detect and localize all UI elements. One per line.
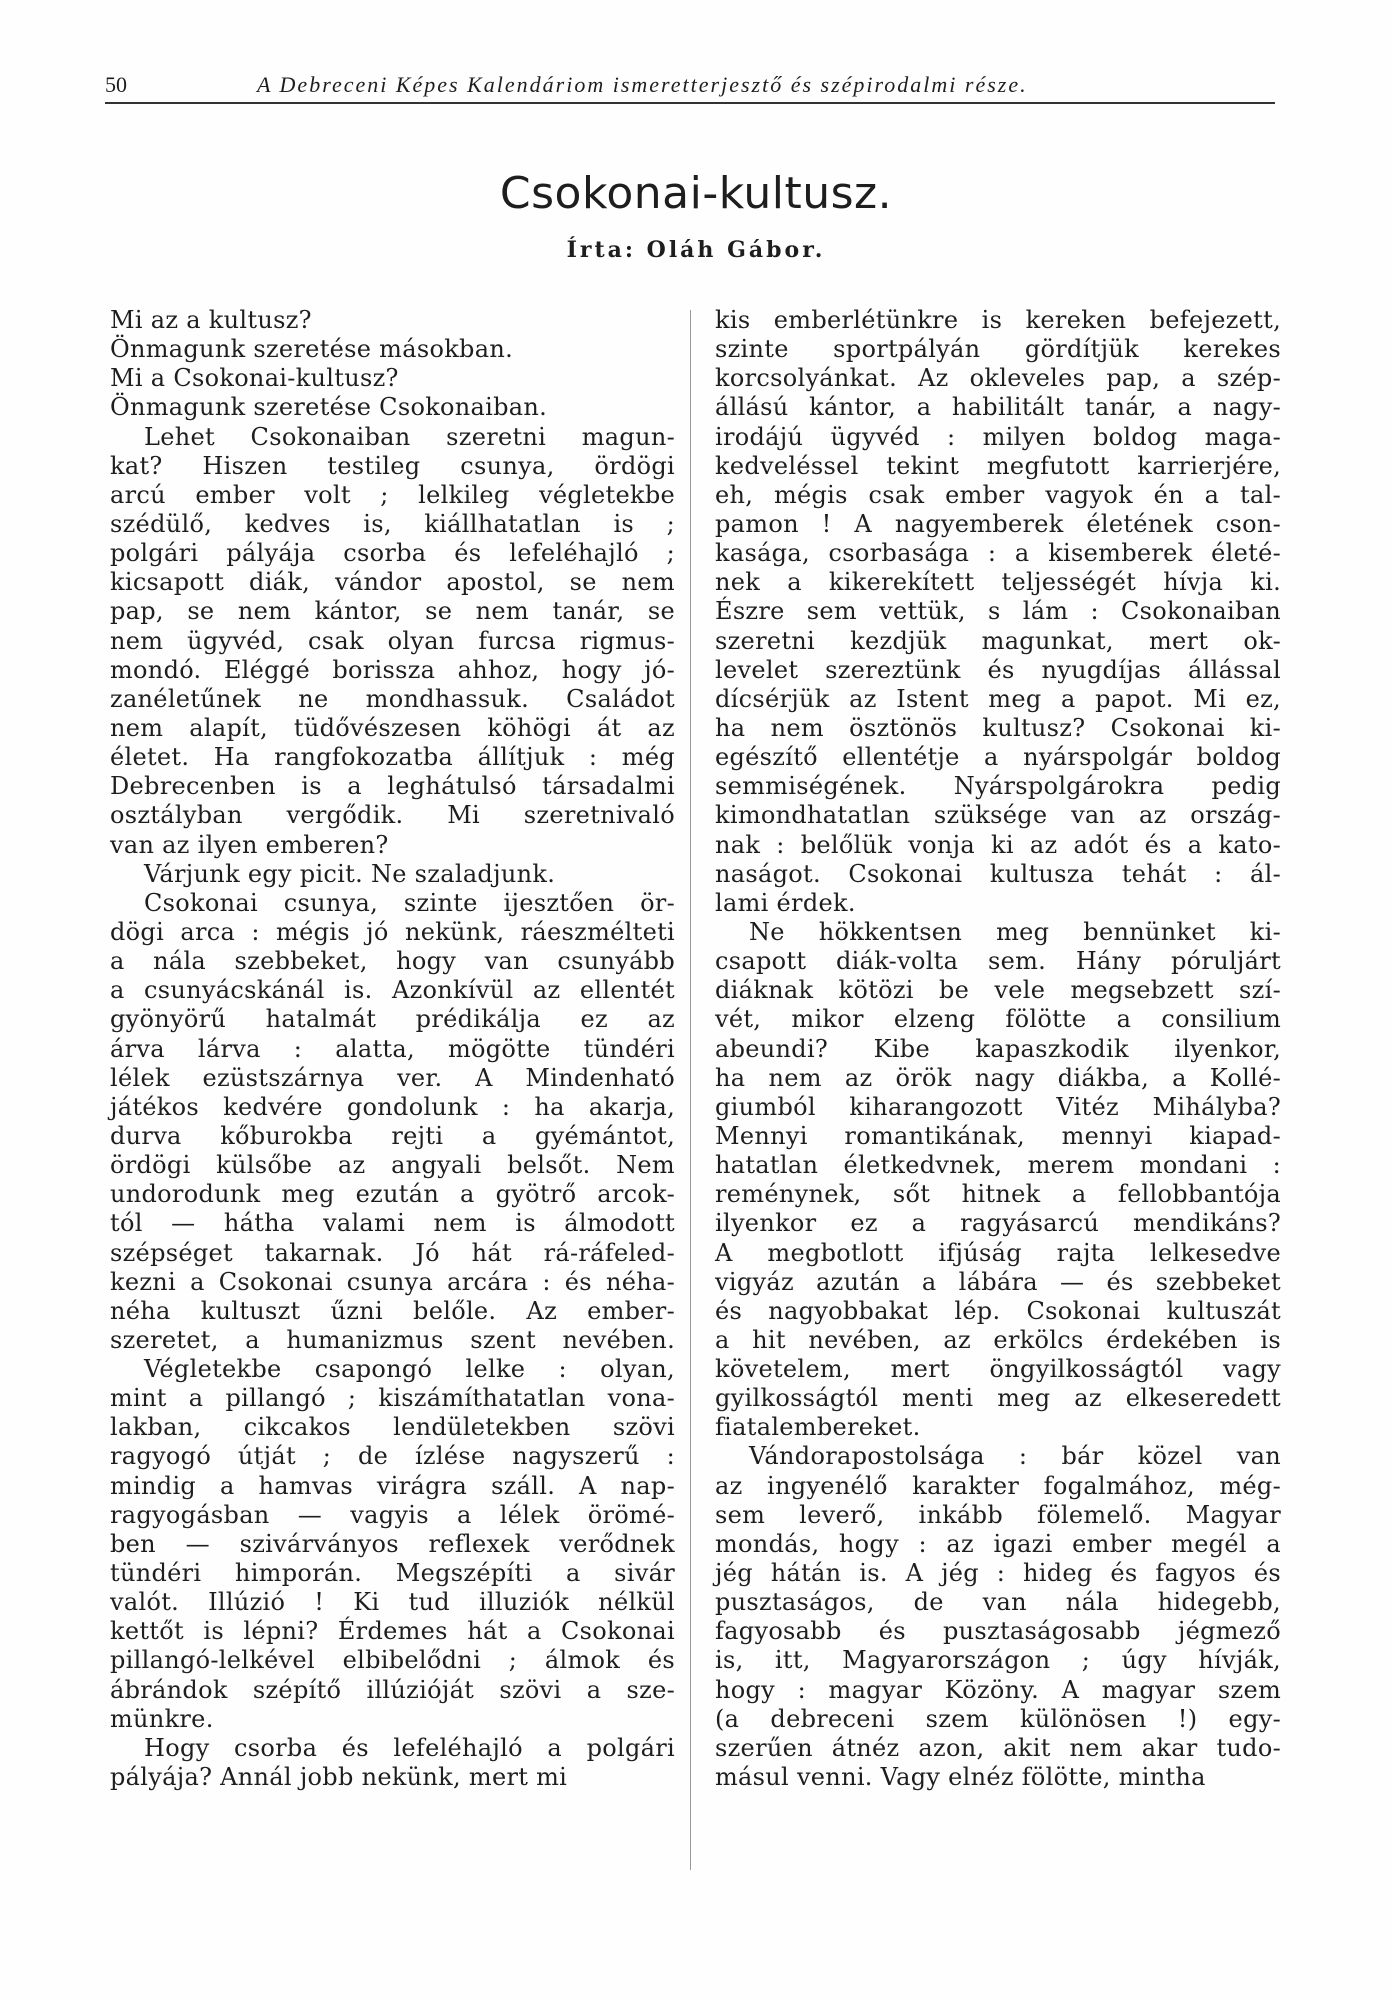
text-line: (a debreceni szem különösen !) egy- — [715, 1704, 1281, 1733]
text-line: pamon ! A nagyemberek életének cson- — [715, 509, 1281, 538]
article-byline: Írta: Oláh Gábor. — [566, 237, 826, 263]
text-line: ördögi külsőbe az angyali belsőt. Nem — [110, 1151, 675, 1180]
text-line: münkre. — [110, 1704, 214, 1733]
text-line: a nála szebbeket, hogy van csunyább — [110, 947, 675, 976]
text-line: kedveléssel tekint megfutott karrierjére, — [715, 451, 1281, 480]
text-line: gyönyörű hatalmát prédikálja ez az — [110, 1005, 675, 1034]
text-line: szépséget takarnak. Jó hát rá-ráfeled- — [110, 1238, 675, 1267]
text-line: lélek ezüstszárnya ver. A Mindenható — [110, 1063, 675, 1092]
text-line: Ne hökkentsen meg bennünket ki- — [749, 917, 1281, 946]
text-line: giumból kiharangozott Vitéz Mihályba? — [715, 1092, 1281, 1121]
text-line: tól — hátha valami nem is álmodott — [110, 1209, 675, 1238]
text-line: szinte sportpályán gördítjük kerekes — [715, 335, 1281, 364]
text-line: lakban, cikcakos lendületekben szövi — [110, 1413, 675, 1442]
text-line: reménynek, sőt hitnek a fellobbantója — [715, 1180, 1281, 1209]
text-line: szerűen átnéz azon, akit nem akar tudo- — [715, 1733, 1281, 1762]
article-title: Csokonai-kultusz. — [499, 168, 893, 219]
text-line: kasága, csorbasága : a kisemberek életé- — [715, 539, 1281, 568]
text-line: kis emberlétünkre is kereken befejezett, — [715, 306, 1281, 334]
text-line: van az ilyen emberen? — [110, 830, 389, 859]
text-line: Csokonai csunya, szinte ijesztően ör- — [144, 888, 675, 917]
text-line: a csunyácskánál is. Azonkívül az ellentét — [110, 976, 675, 1005]
text-line: Mi az a kultusz? — [110, 306, 312, 334]
text-line: pillangó-lelkével elbibelődni ; álmok és — [110, 1646, 675, 1675]
text-line: ragyogó útját ; de ízlése nagyszerű : — [110, 1442, 675, 1471]
text-line: zanéletűnek ne mondhassuk. Családot — [110, 684, 675, 713]
text-line: kat? Hiszen testileg csunya, ördögi — [110, 451, 675, 480]
text-line: fiatalembereket. — [715, 1413, 921, 1442]
text-line: kezni a Csokonai csunya arcára : és néha- — [110, 1267, 675, 1296]
text-line: diáknak kötözi be vele megsebzett szí- — [715, 976, 1281, 1005]
text-line: vigyáz azután a lábára — és szebbeket — [715, 1267, 1281, 1296]
text-line: sem leverő, inkább fölemelő. Magyar — [715, 1500, 1281, 1529]
right-text-column — [715, 306, 1281, 1792]
text-line: hatatlan életkedvnek, merem mondani : — [715, 1151, 1281, 1180]
text-line: durva kőburokba rejti a gyémántot, — [110, 1121, 675, 1150]
text-line: semmiségének. Nyárspolgárokra pedig — [715, 772, 1281, 801]
text-line: abeundi? Kibe kapaszkodik ilyenkor, — [715, 1034, 1281, 1063]
text-line: Önmagunk szeretése másokban. — [110, 335, 514, 364]
text-line: tündéri himporán. Megszépíti a sivár — [110, 1559, 675, 1588]
text-line: valót. Illúzió ! Ki tud illuziók nélkül — [110, 1588, 675, 1617]
text-line: mindig a hamvas virágra száll. A nap- — [110, 1471, 675, 1500]
text-line: kicsapott diák, vándor apostol, se nem — [110, 568, 675, 597]
text-line: nem alapít, tüdővészesen köhögi át az — [110, 713, 675, 742]
text-line: Debrecenben is a leghátulsó társadalmi — [110, 772, 675, 801]
text-line: a hit nevében, az erkölcs érdekében is — [715, 1325, 1281, 1354]
text-line: A megbotlott ifjúság rajta lelkesedve — [715, 1238, 1281, 1267]
text-line: dögi arca : mégis jó nekünk, ráeszmélteti — [110, 917, 675, 946]
page-number: 50 — [105, 72, 127, 97]
text-line: mondó. Eléggé borissza ahhoz, hogy jó- — [110, 655, 675, 684]
text-line: pap, se nem kántor, se nem tanár, se — [110, 597, 675, 626]
text-line: levelet szereztünk és nyugdíjas állással — [715, 655, 1281, 684]
text-line: Mi a Csokonai-kultusz? — [110, 364, 399, 393]
text-line: szeretni kezdjük magunkat, mert ok- — [715, 626, 1281, 655]
running-header — [105, 72, 1275, 104]
text-line: ábrándok szépítő illúzióját szövi a sze- — [110, 1675, 675, 1704]
text-line: irodájú ügyvéd : milyen boldog maga- — [715, 422, 1281, 451]
text-line: gyilkosságtól menti meg az elkeseredett — [715, 1384, 1281, 1413]
text-line: ha nem az örök nagy diákba, a Kollé- — [715, 1063, 1281, 1092]
text-line: korcsolyánkat. Az okleveles pap, a szép- — [715, 364, 1281, 393]
text-line: szeretet, a humanizmus szent nevében. — [110, 1325, 675, 1354]
text-line: Hogy csorba és lefeléhajló a polgári — [144, 1733, 675, 1762]
text-line: pályája? Annál jobb nekünk, mert mi — [110, 1763, 568, 1792]
text-line: játékos kedvére gondolunk : ha akarja, — [110, 1092, 675, 1121]
text-line: osztályban vergődik. Mi szeretnivaló — [110, 801, 675, 830]
column-divider — [690, 310, 691, 1870]
text-line: életet. Ha rangfokozatba állítjuk : még — [110, 743, 675, 772]
text-line: Vándorapostolsága : bár közel van — [749, 1442, 1281, 1471]
text-line: dícsérjük az Istent meg a papot. Mi ez, — [715, 684, 1281, 713]
text-line: is, itt, Magyarországon ; úgy hívják, — [715, 1646, 1281, 1675]
text-line: jég hátán is. A jég : hideg és fagyos és — [715, 1559, 1281, 1588]
text-line: Észre sem vettük, s lám : Csokonaiban — [715, 597, 1281, 626]
text-line: követelem, mert öngyilkosságtól vagy — [715, 1355, 1281, 1384]
text-line: Önmagunk szeretése Csokonaiban. — [110, 393, 548, 422]
text-line: Mennyi romantikának, mennyi kiapad- — [715, 1121, 1281, 1150]
running-title: A Debreceni Képes Kalendáriom ismeretterjesztő és szépirodalmi része. — [257, 72, 1028, 97]
text-line: és nagyobbakat lép. Csokonai kultuszát — [715, 1296, 1281, 1325]
text-line: Várjunk egy picit. Ne szaladjunk. — [144, 859, 556, 888]
text-line: árva lárva : alatta, mögötte tündéri — [110, 1034, 675, 1063]
text-line: nem ügyvéd, csak olyan furcsa rigmus- — [110, 626, 675, 655]
text-line: ha nem ösztönös kultusz? Csokonai ki- — [715, 713, 1281, 742]
text-line: mondás, hogy : az igazi ember megél a — [715, 1529, 1281, 1558]
text-line: polgári pályája csorba és lefeléhajló ; — [110, 539, 675, 568]
text-line: néha kultuszt űzni belőle. Az ember- — [110, 1296, 675, 1325]
text-line: eh, mégis csak ember vagyok én a tal- — [715, 480, 1281, 509]
text-line: nek a kikerekített teljességét hívja ki. — [715, 568, 1281, 597]
text-line: lami érdek. — [715, 888, 856, 917]
text-line: arcú ember volt ; lelkileg végletekbe — [110, 480, 675, 509]
text-line: kettőt is lépni? Érdemes hát a Csokonai — [110, 1617, 675, 1646]
text-line: egészítő ellentétje a nyárspolgár boldog — [715, 743, 1281, 772]
text-line: állású kántor, a habilitált tanár, a nagy- — [715, 393, 1281, 422]
text-line: kimondhatatlan szüksége van az ország- — [715, 801, 1281, 830]
text-line: mint a pillangó ; kiszámíthatatlan vona- — [110, 1384, 675, 1413]
text-line: ilyenkor ez a ragyásarcú mendikáns? — [715, 1209, 1281, 1238]
text-line: pusztaságos, de van nála hidegebb, — [715, 1588, 1281, 1617]
text-line: nak : belőlük vonja ki az adót és a kato- — [715, 830, 1281, 859]
text-line: Lehet Csokonaiban szeretni magun- — [144, 422, 675, 451]
text-line: szédülő, kedves is, kiállhatatlan is ; — [110, 509, 675, 538]
text-line: ragyogásban — vagyis a lélek örömé- — [110, 1500, 675, 1529]
text-line: másul venni. Vagy elnéz fölötte, mintha — [715, 1763, 1206, 1792]
text-line: naságot. Csokonai kultusza tehát : ál- — [715, 859, 1281, 888]
text-line: fagyosabb és pusztaságosabb jégmező — [715, 1617, 1281, 1646]
text-line: Végletekbe csapongó lelke : olyan, — [144, 1355, 675, 1384]
text-line: ben — szivárványos reflexek verődnek — [110, 1529, 675, 1558]
text-line: az ingyenélő karakter fogalmához, még- — [715, 1471, 1281, 1500]
text-line: vét, mikor elzeng fölötte a consilium — [715, 1005, 1281, 1034]
text-line: undorodunk meg ezután a gyötrő arcok- — [110, 1180, 675, 1209]
left-text-column — [110, 306, 675, 1792]
text-line: hogy : magyar Közöny. A magyar szem — [715, 1675, 1281, 1704]
text-line: csapott diák-volta sem. Hány póruljárt — [715, 947, 1281, 976]
